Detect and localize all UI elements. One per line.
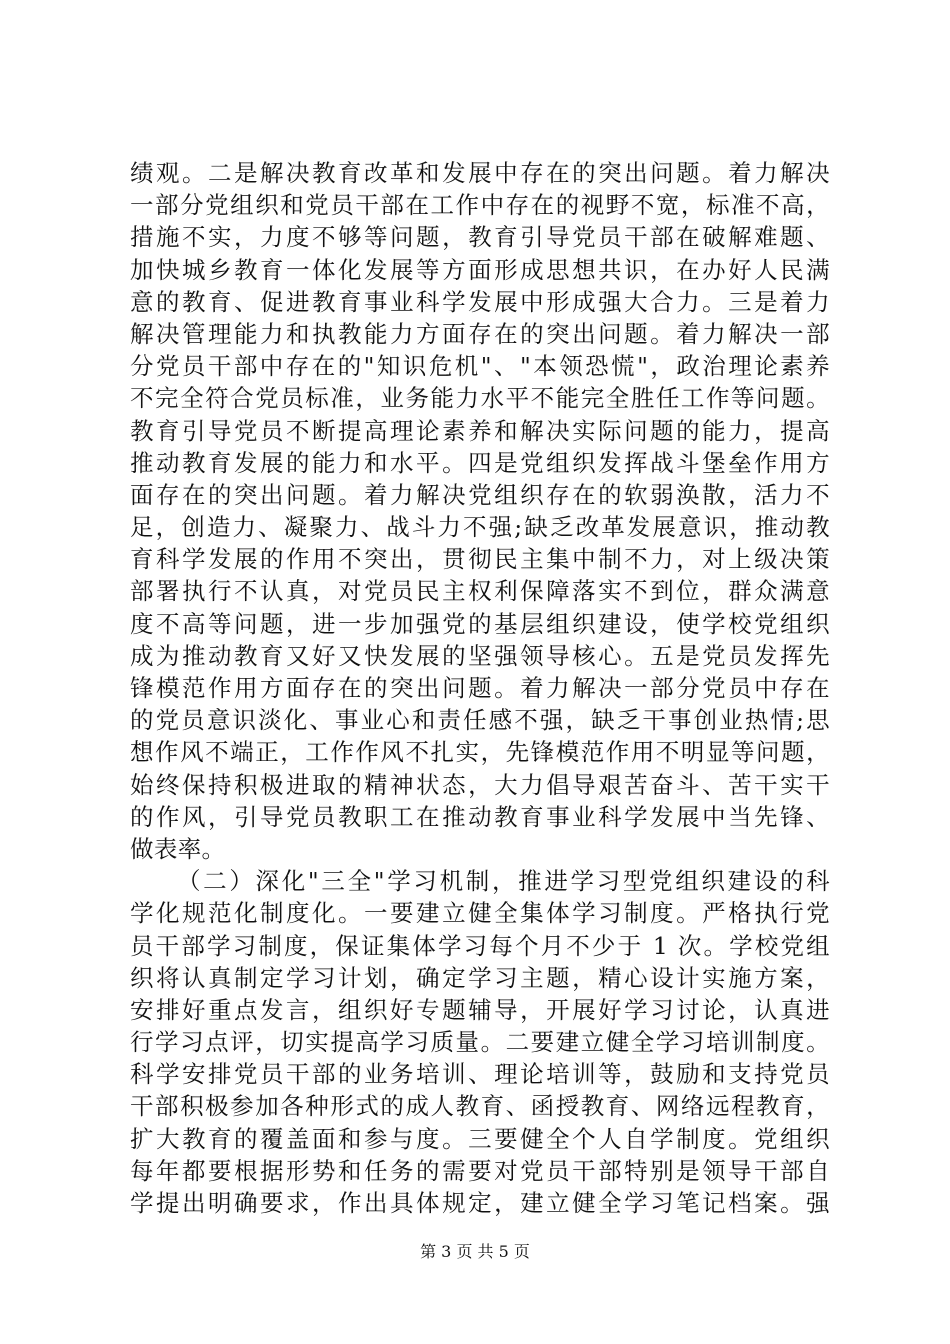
text-line-22: 做表率。 xyxy=(130,834,226,863)
text-line-5: 意的教育、促进教育事业科学发展中形成强大合力。三是着力 xyxy=(130,287,830,316)
text-line-15: 度不高等问题，进一步加强党的基层组织建设，使学校党组织 xyxy=(130,609,830,638)
text-line-28: 行学习点评，切实提高学习质量。二要建立健全学习培训制度。 xyxy=(130,1028,830,1057)
text-line-17: 锋模范作用方面存在的突出问题。着力解决一部分党员中存在 xyxy=(130,674,830,702)
document-body xyxy=(130,157,830,1219)
text-line-6: 解决管理能力和执教能力方面存在的突出问题。着力解决一部 xyxy=(130,319,830,348)
text-line-25: 员干部学习制度，保证集体学习每个月不少于 1 次。学校党组 xyxy=(130,931,830,960)
text-line-27: 安排好重点发言，组织好专题辅导，开展好学习讨论，认真进 xyxy=(130,995,830,1024)
text-line-13: 育科学发展的作用不突出，贯彻民主集中制不力，对上级决策 xyxy=(130,545,830,574)
text-line-21: 的作风，引导党员教职工在推动教育事业科学发展中当先锋、 xyxy=(130,802,830,831)
text-line-7: 分党员干部中存在的"知识危机"、"本领恐慌"，政治理论素养 xyxy=(130,352,830,381)
text-line-9: 教育引导党员不断提高理论素养和解决实际问题的能力，提高 xyxy=(130,416,830,445)
text-line-33: 学提出明确要求，作出具体规定，建立健全学习笔记档案。强 xyxy=(130,1189,830,1217)
text-line-10: 推动教育发展的能力和水平。四是党组织发挥战斗堡垒作用方 xyxy=(130,448,830,477)
text-line-30: 干部积极参加各种形式的成人教育、函授教育、网络远程教育， xyxy=(130,1092,830,1121)
text-line-11: 面存在的突出问题。着力解决党组织存在的软弱涣散，活力不 xyxy=(130,480,830,509)
text-line-23: （二）深化"三全"学习机制，推进学习型党组织建设的科 xyxy=(177,867,830,896)
text-line-20: 始终保持积极进取的精神状态，大力倡导艰苦奋斗、苦干实干 xyxy=(130,770,830,799)
text-line-16: 成为推动教育又好又快发展的坚强领导核心。五是党员发挥先 xyxy=(130,641,830,670)
text-line-24: 学化规范化制度化。一要建立健全集体学习制度。严格执行党 xyxy=(130,899,830,928)
text-line-12: 足，创造力、凝聚力、战斗力不强;缺乏改革发展意识，推动教 xyxy=(130,513,830,542)
text-line-26: 织将认真制定学习计划，确定学习主题，精心设计实施方案， xyxy=(130,963,830,992)
text-line-29: 科学安排党员干部的业务培训、理论培训等，鼓励和支持党员 xyxy=(130,1060,830,1089)
text-line-19: 想作风不端正，工作作风不扎实，先锋模范作用不明显等问题， xyxy=(130,738,830,767)
text-line-4: 加快城乡教育一体化发展等方面形成思想共识，在办好人民满 xyxy=(130,255,830,284)
text-line-32: 每年都要根据形势和任务的需要对党员干部特别是领导干部自 xyxy=(130,1156,830,1185)
page-footer xyxy=(0,1241,950,1263)
page-number-label: 第 3 页 共 5 页 xyxy=(420,1242,530,1261)
text-line-31: 扩大教育的覆盖面和参与度。三要健全个人自学制度。党组织 xyxy=(130,1124,830,1153)
text-line-3: 措施不实，力度不够等问题，教育引导党员干部在破解难题、 xyxy=(130,223,830,252)
text-line-18: 的党员意识淡化、事业心和责任感不强，缺乏干事创业热情;思 xyxy=(130,706,830,735)
text-line-14: 部署执行不认真，对党员民主权利保障落实不到位，群众满意 xyxy=(130,577,830,606)
text-line-8: 不完全符合党员标准，业务能力水平不能完全胜任工作等问题。 xyxy=(130,384,830,413)
text-line-2: 一部分党组织和党员干部在工作中存在的视野不宽，标准不高， xyxy=(130,191,830,220)
text-line-1: 绩观。二是解决教育改革和发展中存在的突出问题。着力解决 xyxy=(130,159,830,187)
